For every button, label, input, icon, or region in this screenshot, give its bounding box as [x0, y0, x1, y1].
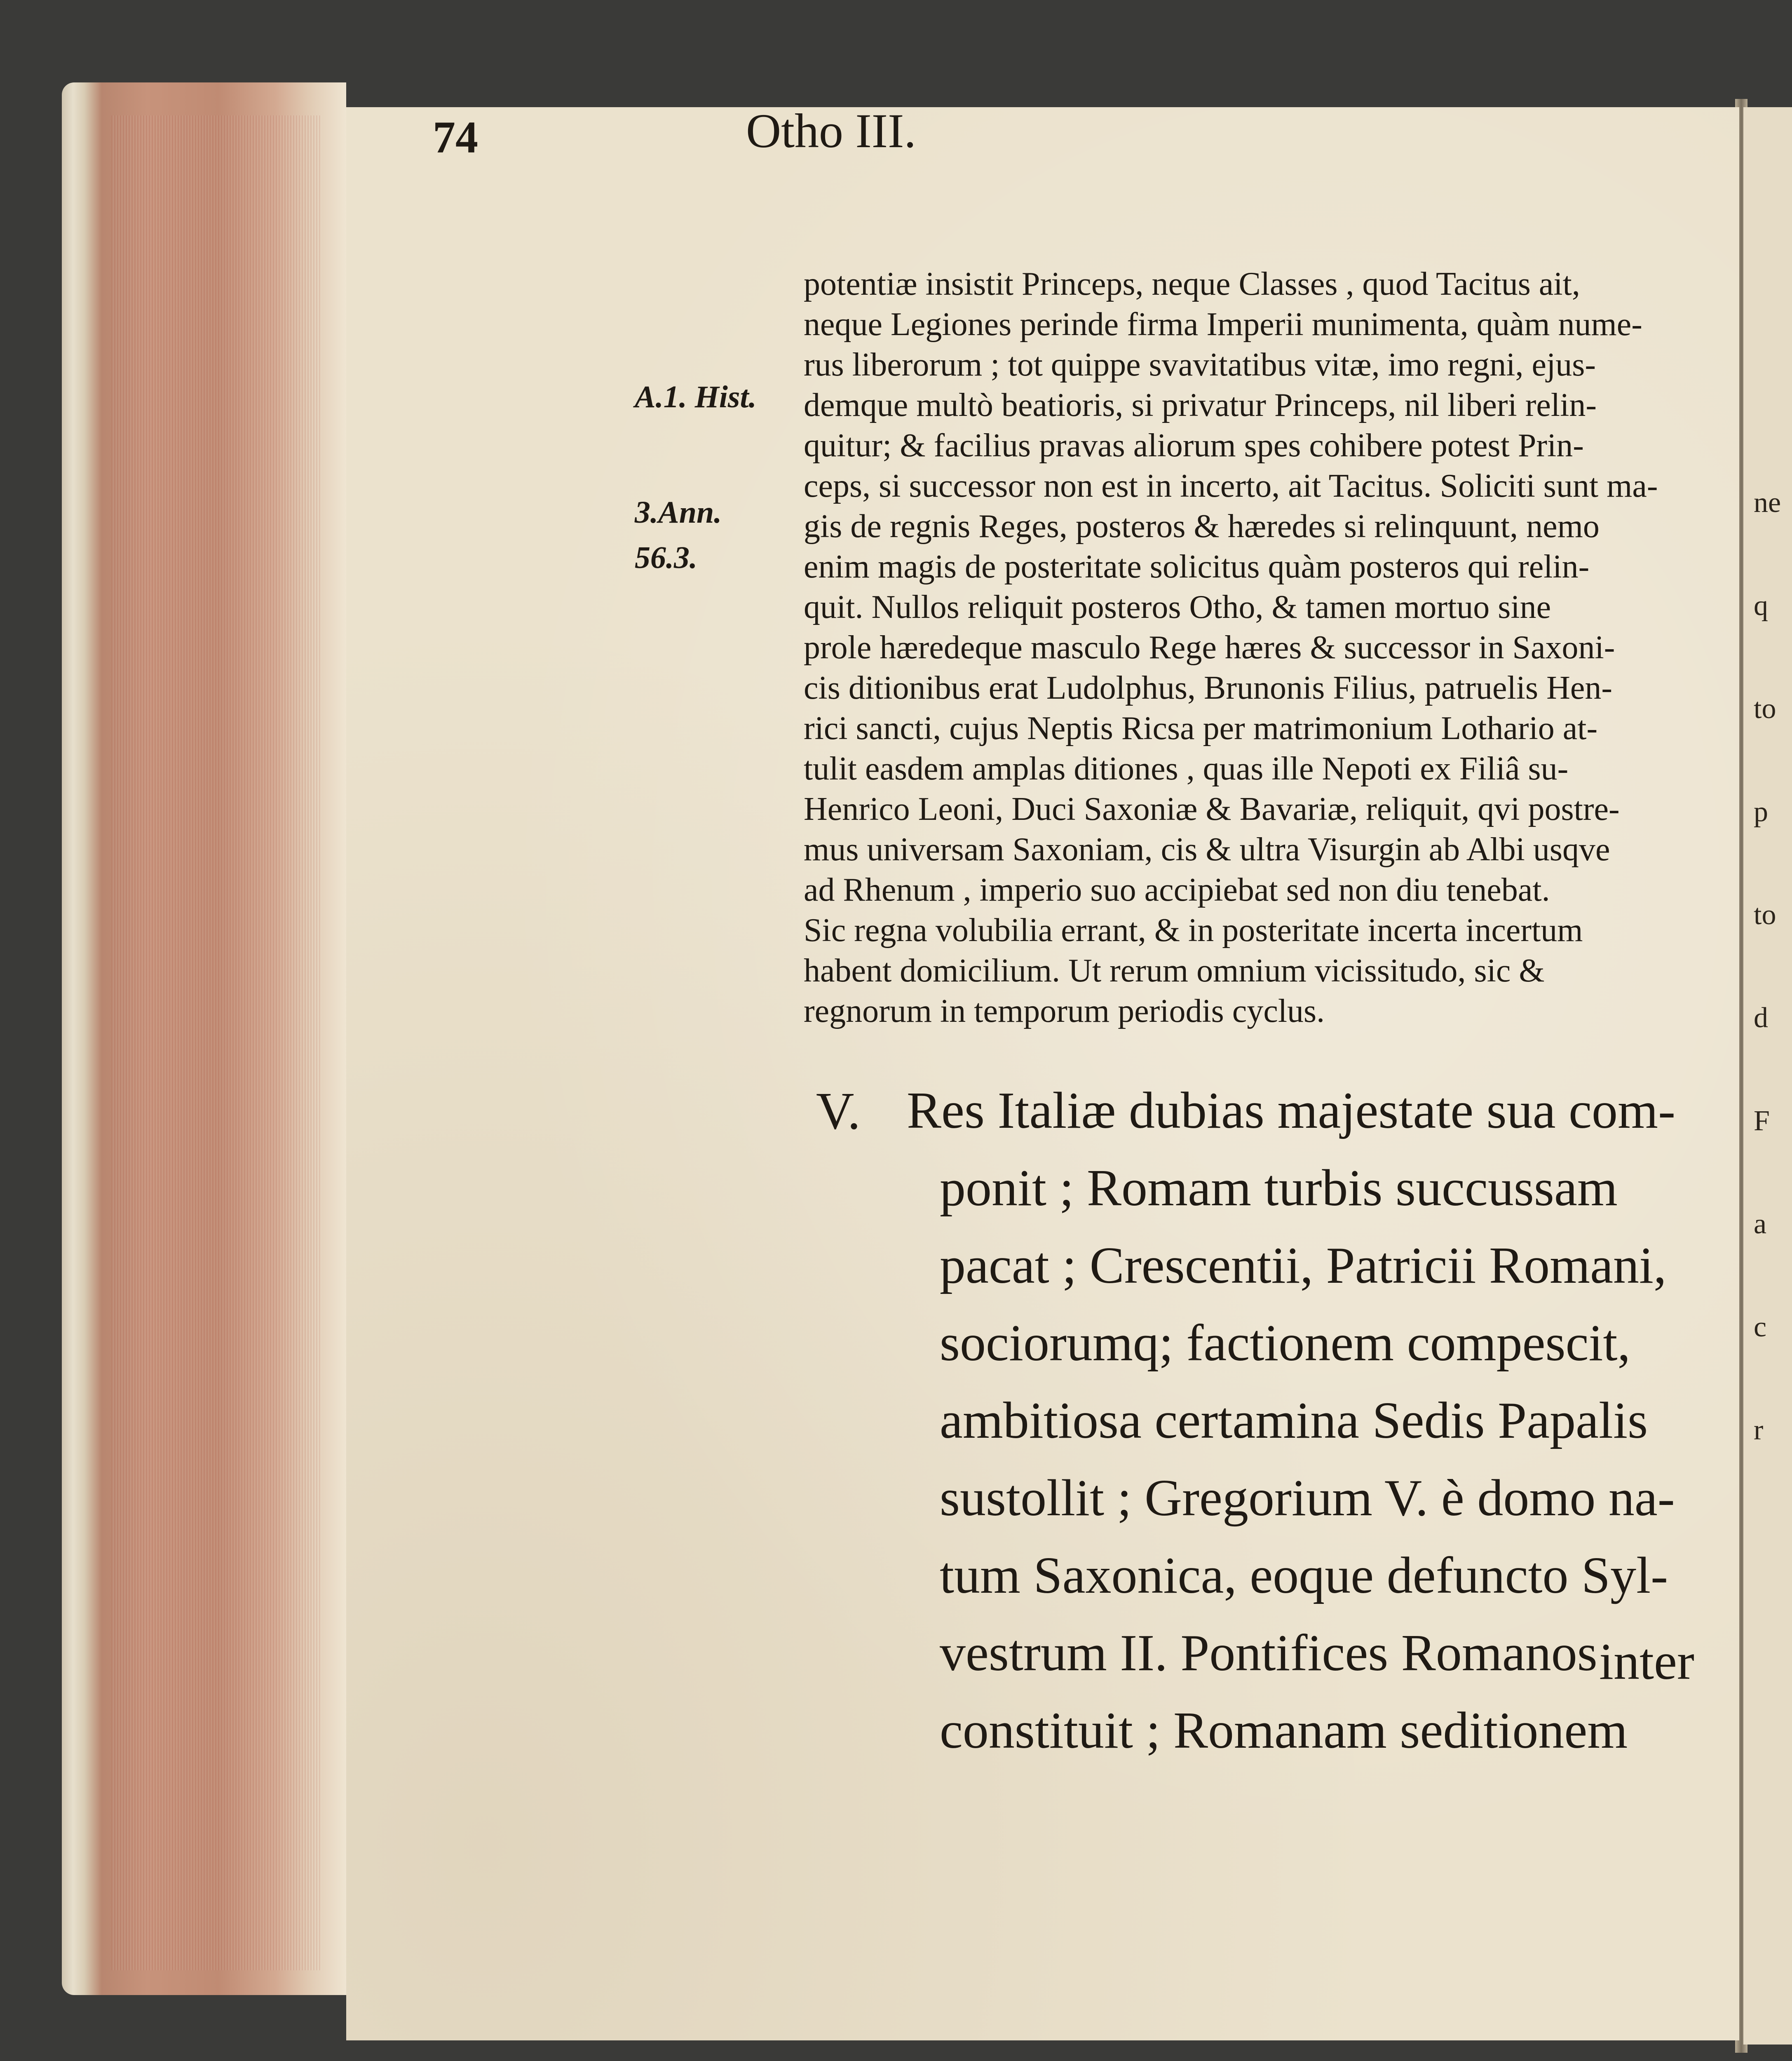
text-line: tulit easdem amplas ditiones , quas ille Nepoti ex Filiâ su- [804, 751, 1569, 787]
edge-fragment: to [1754, 693, 1776, 725]
section-text [907, 1080, 1698, 1777]
edge-fragment: F [1754, 1105, 1770, 1137]
section-line: pacat ; Crescentii, Patricii Romani, [940, 1237, 1667, 1294]
section-line: tum Saxonica, eoque defuncto Syl- [940, 1547, 1668, 1604]
text-line: gis de regnis Reges, posteros & hæredes si relinquunt, nemo [804, 508, 1600, 545]
text-line: demque multò beatioris, si privatur Princeps, nil liberi relin- [804, 387, 1597, 423]
text-line: ad Rhenum , imperio suo accipiebat sed non diu tenebat. [804, 872, 1550, 908]
text-line: Henrico Leoni, Duci Saxoniæ & Bavariæ, reliquit, qvi postre- [804, 791, 1620, 827]
section-line: sociorumq; factionem compescit, [940, 1315, 1631, 1372]
section-numeral: V. [816, 1082, 861, 1140]
margin-note: A.1. Hist. [635, 380, 757, 414]
edge-fragment: to [1754, 899, 1776, 931]
text-line: ceps, si successor non est in incerto, ait Tacitus. Soliciti sunt ma- [804, 468, 1658, 504]
text-line: mus universam Saxoniam, cis & ultra Visurgin ab Albi usqve [804, 831, 1610, 868]
edge-fragment: ne [1754, 487, 1781, 519]
section-line: Res Italiæ dubias majestate sua com- [907, 1082, 1676, 1139]
text-line: neque Legiones perinde firma Imperii munimenta, quàm nume- [804, 306, 1642, 343]
adjacent-page-text [1754, 486, 1787, 1517]
edge-fragment: p [1754, 796, 1768, 828]
page-header [433, 104, 1422, 194]
section-line: sustollit ; Gregorium V. è domo na- [940, 1469, 1675, 1527]
text-line: rus liberorum ; tot quippe svavitatibus vitæ, imo regni, ejus- [804, 347, 1596, 383]
catchword: inter [1599, 1633, 1694, 1690]
running-head: Otho III. [746, 104, 916, 158]
margin-note: 56.3. [635, 540, 697, 575]
text-line: potentiæ insistit Princeps, neque Classes , quod Tacitus ait, [804, 266, 1580, 302]
body-paragraph [804, 264, 1686, 1031]
text-line: cis ditionibus erat Ludolphus, Brunonis Filius, patruelis Hen- [804, 670, 1613, 706]
section-line: ponit ; Romam turbis succussam [940, 1160, 1618, 1217]
text-line: quit. Nullos reliquit posteros Otho, & tamen mortuo sine [804, 589, 1551, 625]
section-line: vestrum II. Pontifices Romanos [940, 1624, 1597, 1682]
text-line: rici sancti, cujus Neptis Ricsa per matrimonium Lothario at- [804, 710, 1598, 746]
book-fore-edge [62, 82, 346, 1995]
edge-fragment: r [1754, 1414, 1764, 1446]
edge-fragment: c [1754, 1311, 1767, 1343]
page-number: 74 [433, 112, 478, 162]
text-line: quitur; & facilius pravas aliorum spes cohibere potest Prin- [804, 427, 1584, 464]
section-line: ambitiosa certamina Sedis Papalis [940, 1392, 1648, 1449]
text-line: enim magis de posteritate solicitus quàm posteros qui relin- [804, 549, 1590, 585]
text-line: habent domicilium. Ut rerum omnium vicissitudo, sic & [804, 953, 1545, 989]
text-line: regnorum in temporum periodis cyclus. [804, 993, 1325, 1029]
margin-note: 3.Ann. [635, 495, 722, 530]
edge-fragment: d [1754, 1002, 1768, 1034]
text-line: prole hæredeque masculo Rege hæres & successor in Saxoni- [804, 629, 1615, 666]
edge-fragment: a [1754, 1208, 1767, 1240]
text-line: Sic regna volubilia errant, & in posteritate incerta incertum [804, 912, 1583, 948]
edge-fragment: q [1754, 590, 1768, 622]
section-line: constituit ; Romanam seditionem [940, 1702, 1628, 1759]
